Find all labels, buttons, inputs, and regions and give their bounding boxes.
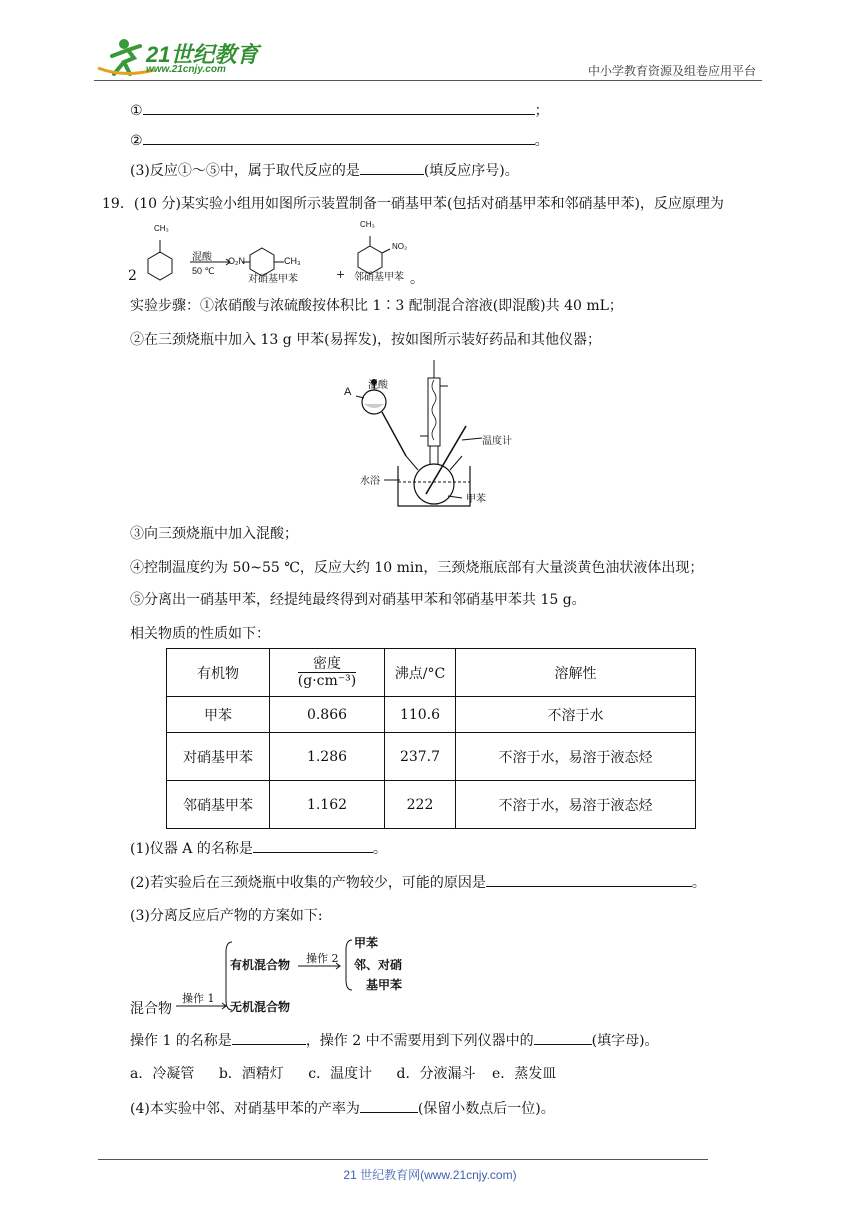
label-thermometer: 温度计 bbox=[482, 436, 512, 447]
density-fraction bbox=[298, 656, 356, 689]
option-b: b．酒精灯 bbox=[218, 1066, 284, 1082]
site-logo bbox=[94, 34, 264, 82]
question-3: (3)分离反应后产物的方案如下: bbox=[130, 908, 323, 924]
scheme-toluene: 甲苯 bbox=[354, 936, 379, 950]
reaction-equation bbox=[128, 220, 428, 287]
density-den: (g·cm⁻³) bbox=[297, 673, 357, 689]
table-row bbox=[167, 697, 696, 733]
scheme-op2: 操作 2 bbox=[306, 952, 339, 965]
label-toluene: 甲苯 bbox=[466, 494, 486, 505]
header-platform-text: 中小学教育资源及组卷应用平台 bbox=[587, 64, 756, 78]
scheme-nitro-line1: 邻、对硝 bbox=[354, 958, 403, 972]
footer-link[interactable]: 21 世纪教育网(www.21cnjy.com) bbox=[343, 1168, 517, 1182]
question-3-sub bbox=[130, 1030, 659, 1051]
table-header-row bbox=[167, 649, 696, 697]
arrow-bottom-label: 50 ℃ bbox=[192, 266, 215, 276]
q18-item1 bbox=[130, 100, 549, 121]
header-density bbox=[270, 649, 385, 697]
header-bp: 沸点/°C bbox=[385, 649, 456, 697]
cell-density: 0.866 bbox=[270, 697, 385, 733]
answer-blank-item1[interactable] bbox=[143, 100, 535, 115]
item1-end: ； bbox=[534, 103, 549, 119]
cell-name: 甲苯 bbox=[167, 697, 270, 733]
product1-ch3: CH₃ bbox=[284, 256, 301, 266]
question-2 bbox=[130, 872, 706, 893]
part3-text: (3)反应①～⑤中，属于取代反应的是 bbox=[130, 163, 360, 179]
product2-ch3: CH₃ bbox=[360, 220, 375, 229]
item2-end: 。 bbox=[534, 133, 549, 149]
table-row bbox=[167, 781, 696, 829]
cell-solubility: 不溶于水 bbox=[456, 697, 696, 733]
label-a: A bbox=[344, 386, 352, 398]
option-c: c．温度计 bbox=[308, 1066, 373, 1082]
scheme-inorganic: 无机混合物 bbox=[230, 1000, 291, 1014]
header-divider bbox=[94, 80, 762, 81]
reactant-ch3: CH₃ bbox=[154, 224, 169, 233]
item1-prefix: ① bbox=[130, 103, 143, 119]
option-a: a．冷凝管 bbox=[130, 1066, 195, 1082]
product1-o2n: O₂N bbox=[228, 256, 245, 266]
scheme-organic: 有机混合物 bbox=[230, 958, 291, 972]
product1-name: 对硝基甲苯 bbox=[248, 274, 298, 285]
q3b-text: ，操作 2 中不需要用到下列仪器中的 bbox=[305, 1033, 534, 1049]
answer-blank-item2[interactable] bbox=[143, 130, 535, 145]
step-3: ③向三颈烧瓶中加入混酸； bbox=[130, 526, 298, 542]
cell-bp: 237.7 bbox=[385, 733, 456, 781]
table-row bbox=[167, 733, 696, 781]
question-1 bbox=[130, 838, 387, 859]
step-2: ②在三颈烧瓶中加入 13 g 甲苯(易挥发)，按如图所示装好药品和其他仪器； bbox=[130, 332, 602, 348]
reaction-end: 。 bbox=[410, 271, 424, 287]
logo-url-text: www.21cnjy.com bbox=[146, 64, 226, 75]
answer-blank-q4[interactable] bbox=[360, 1098, 418, 1113]
cell-name: 对硝基甲苯 bbox=[167, 733, 270, 781]
separation-scheme bbox=[130, 932, 450, 1024]
apparatus-diagram bbox=[344, 356, 524, 512]
answer-blank-q2[interactable] bbox=[486, 872, 692, 887]
footer-divider bbox=[98, 1159, 708, 1160]
cell-solubility: 不溶于水，易溶于液态烃 bbox=[456, 781, 696, 829]
label-mixed-acid: 混酸 bbox=[368, 380, 388, 391]
header-solubility: 溶解性 bbox=[456, 649, 696, 697]
q1-text: (1)仪器 A 的名称是 bbox=[130, 841, 253, 857]
step-5: ⑤分离出一硝基甲苯，经提纯最终得到对硝基甲苯和邻硝基甲苯共 15 g。 bbox=[130, 592, 586, 608]
props-intro: 相关物质的性质如下： bbox=[130, 626, 270, 642]
properties-table bbox=[166, 648, 696, 829]
answer-blank-part3[interactable] bbox=[360, 160, 424, 175]
product2-no2: NO₂ bbox=[392, 242, 408, 251]
scheme-nitro-line2: 基甲苯 bbox=[366, 978, 403, 992]
q2-text: (2)若实验后在三颈烧瓶中收集的产物较少，可能的原因是 bbox=[130, 875, 486, 891]
q3a-text: 操作 1 的名称是 bbox=[130, 1033, 232, 1049]
scheme-mixture: 混合物 bbox=[130, 1001, 172, 1017]
density-num: 密度 bbox=[298, 656, 356, 673]
item2-prefix: ② bbox=[130, 133, 143, 149]
step-1: 实验步骤：①浓硝酸与浓硫酸按体积比 1∶3 配制混合溶液(即混酸)共 40 mL； bbox=[130, 298, 623, 314]
q3c-text: (填字母)。 bbox=[591, 1033, 659, 1049]
cell-density: 1.162 bbox=[270, 781, 385, 829]
cell-solubility: 不溶于水，易溶于液态烃 bbox=[456, 733, 696, 781]
answer-blank-op1[interactable] bbox=[232, 1030, 306, 1045]
step-4: ④控制温度约为 50~55 ℃，反应大约 10 min，三颈烧瓶底部有大量淡黄色油状液体出现； bbox=[130, 560, 704, 576]
q19-stem: 19．(10 分)某实验小组用如图所示装置制备一硝基甲苯(包括对硝基甲苯和邻硝基甲苯)，反应原理为 bbox=[102, 196, 724, 212]
q1-end: 。 bbox=[372, 841, 387, 857]
q2-end: 。 bbox=[691, 875, 706, 891]
q18-part3 bbox=[130, 160, 519, 181]
header-organic: 有机物 bbox=[167, 649, 270, 697]
cell-name: 邻硝基甲苯 bbox=[167, 781, 270, 829]
q4-text: (4)本实验中邻、对硝基甲苯的产率为 bbox=[130, 1101, 360, 1117]
scheme-op1: 操作 1 bbox=[182, 992, 215, 1005]
cell-bp: 222 bbox=[385, 781, 456, 829]
answer-blank-q1[interactable] bbox=[253, 838, 373, 853]
q4-end: (保留小数点后一位)。 bbox=[417, 1101, 555, 1117]
cell-density: 1.286 bbox=[270, 733, 385, 781]
option-e: e．蒸发皿 bbox=[491, 1066, 557, 1082]
options-line bbox=[130, 1064, 556, 1084]
reaction-coefficient: 2 bbox=[128, 268, 137, 284]
option-d: d．分液漏斗 bbox=[396, 1066, 476, 1082]
part3-end: (填反应序号)。 bbox=[423, 163, 519, 179]
plus-sign: + bbox=[336, 268, 346, 281]
arrow-top-label: 混酸 bbox=[192, 252, 212, 263]
logo-main-text: 21世纪教育 bbox=[146, 42, 259, 67]
label-water-bath: 水浴 bbox=[360, 476, 380, 487]
q18-item2 bbox=[130, 130, 549, 151]
answer-blank-op2[interactable] bbox=[534, 1030, 592, 1045]
question-4 bbox=[130, 1098, 555, 1119]
product2-name: 邻硝基甲苯 bbox=[354, 272, 404, 283]
cell-bp: 110.6 bbox=[385, 697, 456, 733]
